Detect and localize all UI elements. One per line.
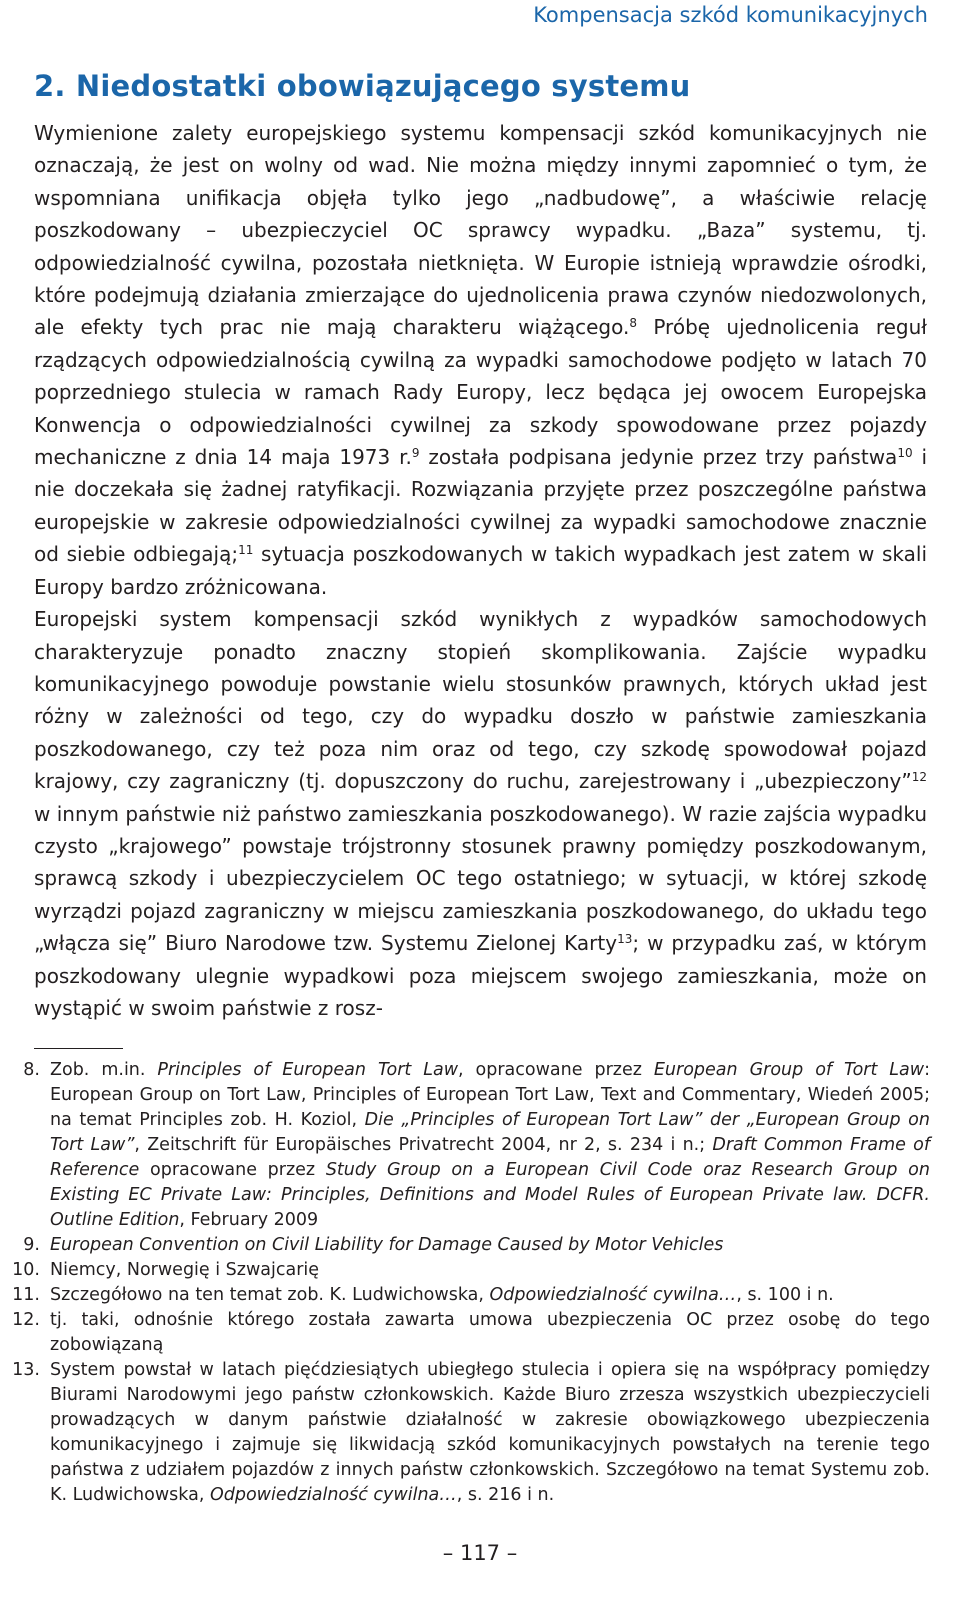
footnote-reference: 9	[411, 445, 420, 460]
text-run: opracowane przez	[139, 1160, 326, 1180]
text-run: Próbę ujednolicenia reguł rządzących odpowiedzialnością cywilną za wypadki samochodowe podjęto w latach 70 poprzedniego stulecia w ramach Rady Europy, lecz będąca jej owocem Europejska Konwencja o odpowiedzialności cywilnej za szkody spowodowane przez pojazdy mechaniczne z dnia 14 maja 1973 r.	[34, 315, 927, 470]
italic-text: Draft Common Frame of Reference	[50, 1135, 931, 1180]
footnote-text	[50, 1060, 930, 1230]
footnote-text	[50, 1360, 930, 1505]
italic-text: Odpowiedzialność cywilna…	[489, 1285, 737, 1305]
footnote-9	[0, 1233, 930, 1258]
body-text	[34, 117, 927, 1024]
section-title: 2. Niedostatki obowiązującego systemu	[34, 69, 691, 103]
footnote-reference: 12	[911, 769, 927, 784]
footnote-12	[0, 1308, 930, 1358]
footnote-reference: 8	[629, 316, 637, 331]
italic-text: Odpowiedzialność cywilna…	[209, 1485, 457, 1505]
text-run: ; w przypadku zaś, w którym poszkodowany ulegnie wypadkowi poza miejscem swojego zamieszkania, może on wystąpić w swoim państwie z rosz-	[34, 931, 928, 1020]
footnote-number: 9.	[23, 1235, 40, 1255]
text-run: , s. 216 i n.	[456, 1485, 555, 1505]
text-run: System powstał w latach pięćdziesiątych ubiegłego stulecia i opiera się na współpracy pomiędzy Biurami Narodowymi jego państw członkowskich. Każde Biuro zrzesza wszystkich ubezpieczycieli prowadzących w danym państwie działalność w zakresie obowiązkowego ubezpieczenia komunikacyjnego i zajmuje się likwidacją szkód komunikacyjnych powstałych na terenie tego państwa z udziałem pojazdów z innych państw członkowskich. Szczegółowo na temat Systemu zob. K. Ludwichowska,	[50, 1360, 930, 1505]
text-run: Zob. m.in.	[50, 1060, 158, 1080]
text-run: , s. 100 i n.	[736, 1285, 834, 1305]
footnote-10	[0, 1258, 930, 1283]
footnote-number: 11.	[12, 1285, 40, 1305]
footnote-13	[0, 1358, 930, 1508]
text-run: sytuacja poszkodowanych w takich wypadkach jest zatem w skali Europy bardzo zróżnicowana.	[34, 542, 927, 599]
italic-text: Study Group on a European Civil Code oraz Research Group on Existing EC Private Law: Principles, Definitions and Model Rules of European Private law. DCFR. Outline Edition	[50, 1160, 930, 1230]
footnote-reference: 13	[617, 931, 633, 946]
text-run: , opracowane przez	[458, 1060, 654, 1080]
footnote-reference: 10	[897, 445, 913, 460]
text-run: w innym państwie niż państwo zamieszkania poszkodowanego). W razie zajścia wypadku czysto „krajowego” powstaje trójstronny stosunek prawny pomiędzy poszkodowanym, sprawcą szkody i ubezpieczycielem OC tego ostatniego; w sytuacji, w której szkodę wyrządzi pojazd zagraniczny w miejscu zamieszkania poszkodowanego, do układu tego „włącza się” Biuro Narodowe tzw. Systemu Zielonej Karty	[34, 801, 927, 956]
running-head: Kompensacja szkód komunikacyjnych	[533, 3, 928, 27]
text-run: , February 2009	[179, 1210, 319, 1230]
italic-text: Principles of European Tort Law	[157, 1060, 459, 1080]
footnotes-list	[0, 1058, 930, 1508]
footnote-number: 12.	[12, 1310, 40, 1330]
italic-text: European Group of Tort Law	[653, 1060, 925, 1080]
footnote-separator	[34, 1048, 123, 1049]
footnote-number: 8.	[23, 1060, 40, 1080]
page-number: – 117 –	[442, 1541, 518, 1565]
paragraph-1	[34, 117, 927, 603]
footnote-text	[50, 1260, 319, 1280]
footnote-number: 10.	[12, 1260, 40, 1280]
text-run: Wymienione zalety europejskiego systemu kompensacji szkód komunikacyjnych nie oznaczają, że jest on wolny od wad. Nie można między innymi zapomnieć o tym, że wspomniana unifikacja objęła tylko jego „nadbudowę”, a właściwie relację poszkodowany – ubezpieczyciel OC sprawcy wypadku. „Baza” systemu, tj. odpowiedzialność cywilna, pozostała nietknięta. W Europie istnieją wprawdzie ośrodki, które podejmują działania zmierzające do ujednolicenia prawa czynów niedozwolonych, ale efekty tych prac nie mają charakteru wiążącego.	[34, 121, 927, 340]
text-run: : European Group on Tort Law, Principles of European Tort Law, Text and Commentary, Wiedeń 2005; na temat Principles zob. H. Koziol,	[50, 1060, 930, 1130]
footnote-8	[0, 1058, 930, 1233]
paragraph-2	[34, 603, 927, 1024]
text-run: tj. taki, odnośnie którego została zawarta umowa ubezpieczenia OC przez osobę do tego zobowiązaną	[50, 1310, 930, 1355]
text-run: , Zeitschrift für Europäisches Privatrecht 2004, nr 2, s. 234 i n.;	[134, 1135, 713, 1155]
footnote-11	[0, 1283, 930, 1308]
text-run: Europejski system kompensacji szkód wynikłych z wypadków samochodowych charakteryzuje ponadto znaczny stopień skomplikowania. Zajście wypadku komunikacyjnego powoduje powstanie wielu stosunków prawnych, których układ jest różny w zależności od tego, czy do wypadku doszło w państwie zamieszkania poszkodowanego, czy też poza nim oraz od tego, czy szkodę spowodował pojazd krajowy, czy zagraniczny (tj. dopuszczony do ruchu, zarejestrowany i „ubezpieczony”	[34, 607, 927, 794]
text-run: Szczegółowo na ten temat zob. K. Ludwichowska,	[50, 1285, 490, 1305]
footnote-number: 13.	[12, 1360, 40, 1380]
footnote-text	[50, 1310, 930, 1355]
text-run: została podpisana jedynie przez trzy państwa	[419, 445, 898, 470]
text-run: Niemcy, Norwegię i Szwajcarię	[50, 1260, 320, 1280]
footnote-reference: 11	[238, 543, 254, 558]
italic-text: European Convention on Civil Liability for Damage Caused by Motor Vehicles	[50, 1235, 724, 1255]
footnote-text	[50, 1285, 834, 1305]
italic-text: Die „Principles of European Tort Law” der „European Group on Tort Law”	[50, 1110, 930, 1155]
footnote-text	[50, 1235, 723, 1255]
text-run: i nie doczekała się żadnej ratyfikacji. Rozwiązania przyjęte przez poszczególne państwa europejskie w zakresie odpowiedzialności cywilnej za wypadki samochodowe znacznie od siebie odbiegają;	[34, 445, 927, 567]
